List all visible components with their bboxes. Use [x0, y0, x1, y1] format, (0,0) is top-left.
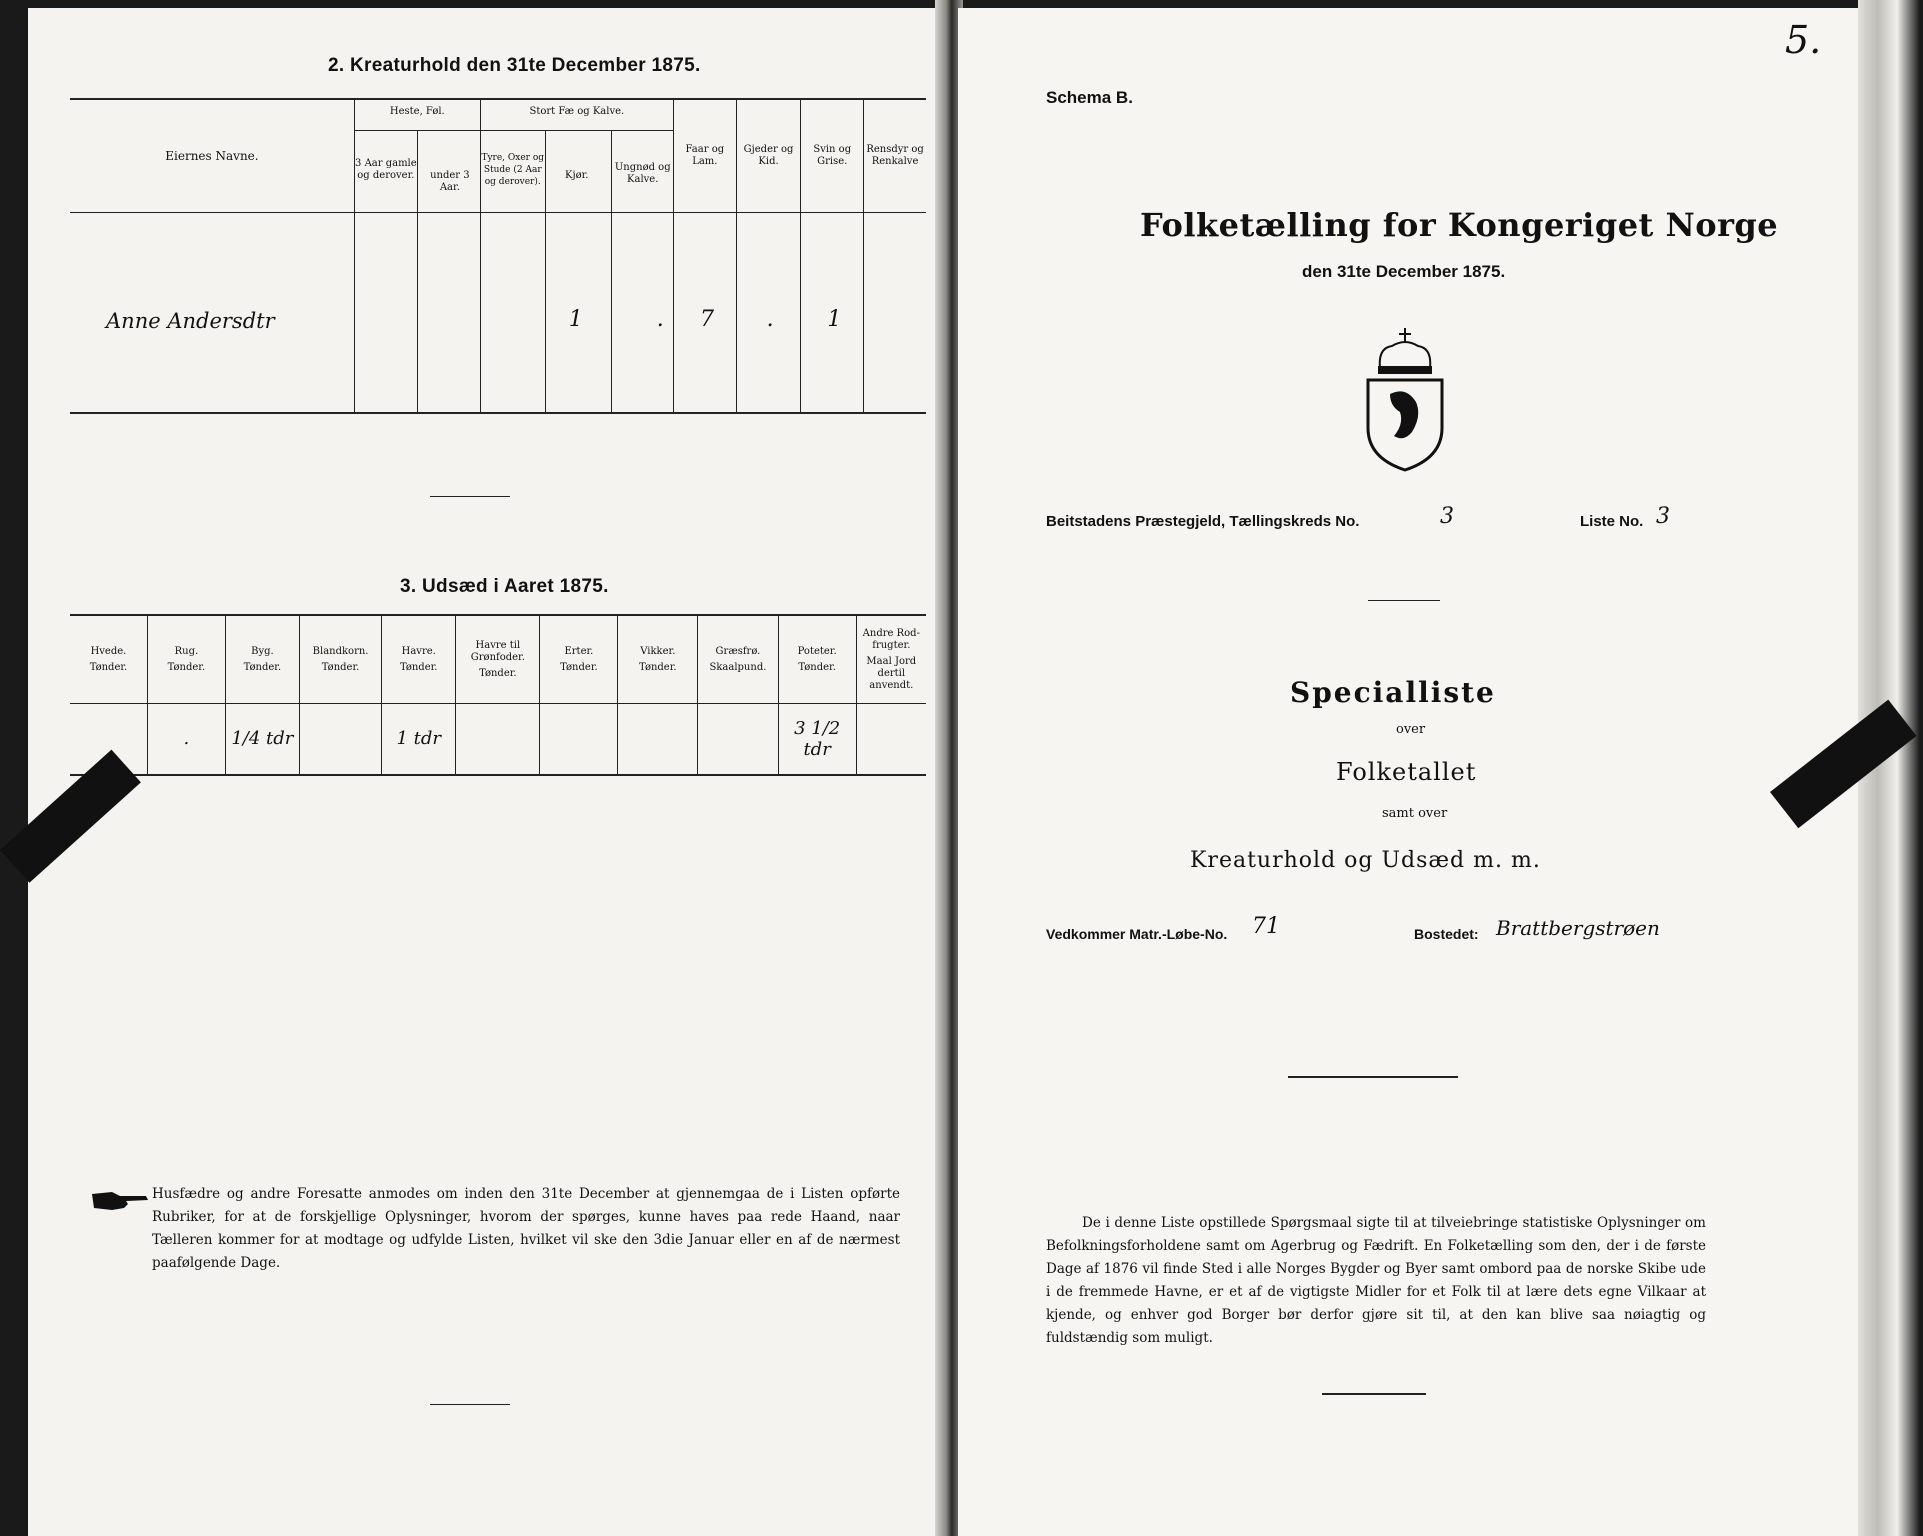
over-text-1: over: [1396, 722, 1426, 737]
coat-of-arms-icon: [1360, 324, 1450, 472]
pigs-cell: 1: [801, 212, 864, 412]
seed-header-6: Erter. Tønder.: [540, 616, 618, 703]
section3-title: 3. Udsæd i Aaret 1875.: [400, 576, 609, 597]
kreaturhold-text: Kreaturhold og Udsæd m. m.: [1190, 848, 1541, 873]
pointing-hand-icon: [90, 1188, 150, 1214]
page-number: 5.: [1785, 18, 1822, 62]
schema-label: Schema B.: [1046, 88, 1133, 107]
cattle-header: Stort Fæ og Kalve. Tyre, Oxer og Stude (2 Aar og derover). Kjør. Ungnød og Kalve.: [480, 100, 673, 212]
pigs-header: Svin og Grise.: [801, 100, 864, 212]
horses-cells: [354, 212, 480, 412]
young-cattle-value: .: [656, 306, 664, 332]
divider-bottom-left: [430, 1404, 510, 1405]
cows-value: 1: [568, 306, 583, 332]
list-label: Liste No.: [1580, 513, 1644, 530]
info-text: De i denne Liste opstillede Spørgsmaal sigte til at tilveiebringe statistiske Oplysninger om Befolkningsforholdene samt om Agerbrug og Fædrift. En Folketælling som den, der i de første Dage af 1876 vil finde Sted i alle Norges Bygder og Byer samt ombord paa de norske Skibe ude i de fremmede Havne, er et af de vigtigste Midler for et Folk til at lære dets egne Vilkaar at kjende, og enhver god Borger bør derfor gjøre sit til, at den kan blive saa nøiagtig og fuldstændig som muligt.: [1046, 1215, 1706, 1346]
cattle-cells: [480, 212, 673, 412]
foresatte-notice: Husfædre og andre Foresatte anmodes om inden den 31te December at gjennemgaa de i Listen opførte Rubriker, for at de forskjellige Oplysninger, hvorom der spørges, kunne haves paa rede Haand, naar Tælleren kommer for at modtage og udfylde Listen, hvilket vil ske den 3die Januar eller en af de nærmest paafølgende Dage.: [152, 1186, 900, 1271]
seed-header-0: Hvede. Tønder.: [89, 645, 128, 673]
seed-value-6: [540, 703, 618, 774]
goats-cell: .: [736, 212, 801, 412]
seed-header-5: Havre til Grønfoder. Tønder.: [456, 616, 540, 703]
reindeer-header: Rensdyr og Renkalve: [864, 100, 926, 212]
seed-header-4: Havre. Tønder.: [382, 616, 456, 703]
table-bottom-rule: [70, 412, 926, 414]
seed-value-2: 1/4 tdr: [225, 703, 299, 774]
seed-table-bottom: [70, 774, 926, 776]
seed-value-4: 1 tdr: [382, 703, 456, 774]
seed-value-8: [698, 703, 778, 774]
seed-value-3: [299, 703, 381, 774]
seed-value-5: [456, 703, 540, 774]
divider-short: [430, 496, 510, 497]
specialliste-heading: Specialliste: [1290, 676, 1496, 709]
livestock-table: [70, 100, 926, 412]
subtitle: den 31te December 1875.: [1302, 262, 1506, 281]
divider-right-1: [1368, 600, 1440, 601]
reindeer-cell: [864, 212, 926, 412]
horses-header: Heste, Føl. 3 Aar gamle og derover. under 3 Aar.: [354, 100, 480, 212]
seed-table: [70, 616, 926, 774]
seed-value-7: [618, 703, 698, 774]
main-title: Folketælling for Kongeriget Norge: [1140, 206, 1779, 244]
seed-header-2: Byg. Tønder.: [225, 616, 299, 703]
seed-header-8: Græsfrø. Skaalpund.: [698, 616, 778, 703]
seed-value-1: .: [147, 703, 225, 774]
seed-header-1: Rug. Tønder.: [147, 616, 225, 703]
sheep-header: Faar og Lam.: [674, 100, 737, 212]
folketallet-text: Folketallet: [1336, 758, 1477, 786]
district-no: 3: [1440, 504, 1454, 529]
sheep-cell: 7: [674, 212, 737, 412]
owner-header: Eiernes Navne.: [70, 100, 354, 212]
owner-cell: Anne Andersdtr: [106, 308, 275, 333]
seed-header-3: Blandkorn. Tønder.: [299, 616, 381, 703]
seed-value-10: [856, 703, 926, 774]
seed-header-9: Poteter. Tønder.: [778, 616, 856, 703]
seed-header-10: Andre Rod-frugter. Maal Jord dertil anvendt.: [856, 616, 926, 703]
bostedet-value: Brattbergstrøen: [1496, 916, 1660, 940]
divider-right-3: [1322, 1393, 1426, 1395]
seed-header-7: Vikker. Tønder.: [618, 616, 698, 703]
matr-no: 71: [1252, 914, 1280, 939]
seed-value-9: 3 1/2 tdr: [778, 703, 856, 774]
list-no: 3: [1656, 504, 1670, 529]
parish-label: Beitstadens Præstegjeld, Tællingskreds No.: [1046, 513, 1360, 530]
goats-header: Gjeder og Kid.: [736, 100, 801, 212]
section2-title: 2. Kreaturhold den 31te December 1875.: [328, 55, 701, 76]
samt-over-text: samt over: [1382, 806, 1448, 821]
matr-label: Vedkommer Matr.-Løbe-No.: [1046, 926, 1228, 942]
bostedet-label: Bostedet:: [1414, 926, 1479, 942]
divider-right-2: [1288, 1076, 1458, 1078]
